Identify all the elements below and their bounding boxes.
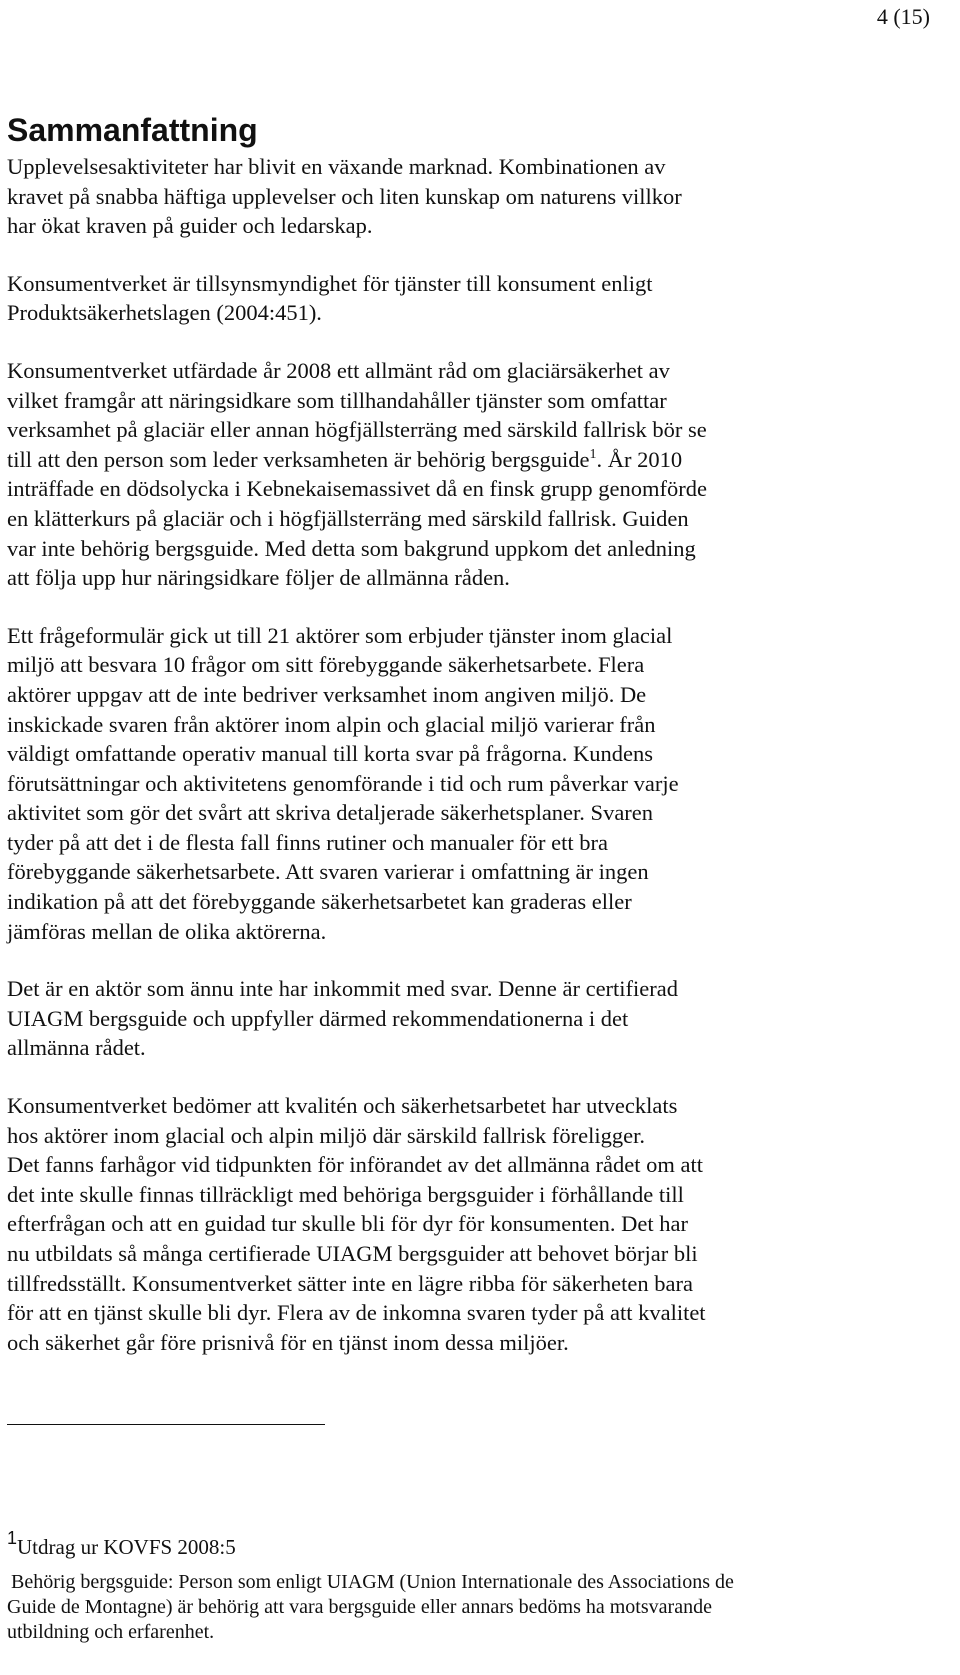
paragraph-5 xyxy=(7,974,937,1063)
footnote-line: Guide de Montagne) är behörig att vara bergsguide eller annars bedöms ha motsvarande xyxy=(7,1596,712,1618)
text-line: förebyggande säkerhetsarbete. Att svaren varierar i omfattning är ingen xyxy=(7,859,649,885)
footnote-separator xyxy=(7,1424,325,1425)
text-line: nu utbildats så många certifierade UIAGM bergsguider att behovet börjar bli xyxy=(7,1241,698,1266)
paragraph-4 xyxy=(7,621,937,947)
text-line: miljö att besvara 10 frågor om sitt förebyggande säkerhetsarbete. Flera xyxy=(7,652,645,678)
text-line: hos aktörer inom glacial och alpin miljö där särskild fallrisk föreligger. xyxy=(7,1122,645,1148)
text-line: Konsumentverket utfärdade år 2008 ett allmänt råd om glaciärsäkerhet av xyxy=(7,357,670,383)
text-fragment: . År 2010 xyxy=(596,446,683,472)
text-line: tyder på att det i de flesta fall finns rutiner och manualer för ett bra xyxy=(7,829,609,855)
text-line: efterfrågan och att en guidad tur skulle bli för dyr för konsumenten. Det har xyxy=(7,1211,689,1237)
text-line: Konsumentverket är tillsynsmyndighet för tjänster till konsument enligt xyxy=(7,270,653,296)
text-line: Produktsäkerhetslagen (2004:451). xyxy=(7,300,322,326)
text-line: inträffade en dödsolycka i Kebnekaisemassivet då en finsk grupp genomförde xyxy=(7,476,707,502)
text-line: UIAGM bergsguide och uppfyller därmed rekommendationerna i det xyxy=(7,1005,629,1031)
text-fragment: till att den person som leder verksamheten är behörig bergsguide xyxy=(7,446,590,472)
footnote-reference[interactable]: 1 xyxy=(589,446,597,462)
text-line: verksamhet på glaciär eller annan högfjällsterräng med särskild fallrisk bör se xyxy=(7,417,707,443)
text-line: för att en tjänst skulle bli dyr. Flera av de inkomna svaren tyder på att kvalitet xyxy=(7,1300,706,1326)
text-line-with-footnote xyxy=(7,445,937,475)
footnote-line: Behörig bergsguide: Person som enligt UIAGM (Union Internationale des Associations de xyxy=(11,1571,734,1593)
text-line: indikation på att det förebyggande säkerhetsarbetet kan graderas eller xyxy=(7,889,632,915)
text-line: att följa upp hur näringsidkare följer de allmänna råden. xyxy=(7,565,510,591)
text-line: en klätterkurs på glaciär och i högfjällsterräng med särskild fallrisk. Guiden xyxy=(7,505,689,531)
footnote-source-line xyxy=(7,1528,937,1560)
text-line: inskickade svaren från aktörer inom alpin och glacial miljö varierar från xyxy=(7,711,656,737)
footnote-marker: 1 xyxy=(7,1528,18,1548)
page-number: 4 (15) xyxy=(876,4,930,29)
footnote-definition xyxy=(7,1570,937,1645)
text-line: det inte skulle finnas tillräckligt med behöriga bergsguider i förhållande till xyxy=(7,1181,684,1207)
paragraph-2 xyxy=(7,269,937,328)
text-line: har ökat kraven på guider och ledarskap. xyxy=(7,213,373,239)
paragraph-1 xyxy=(7,152,937,241)
document-body xyxy=(7,108,937,1357)
text-line: jämföras mellan de olika aktörerna. xyxy=(7,918,327,944)
text-line: Det är en aktör som ännu inte har inkommit med svar. Denne är certifierad xyxy=(7,976,679,1002)
text-line: aktivitet som gör det svårt att skriva detaljerade säkerhetsplaner. Svaren xyxy=(7,800,654,826)
footnote-source: Utdrag ur KOVFS 2008:5 xyxy=(17,1535,236,1559)
text-line: tillfredsställt. Konsumentverket sätter inte en lägre ribba för säkerheten bara xyxy=(7,1270,693,1296)
text-line: Konsumentverket bedömer att kvalitén och säkerhetsarbetet har utvecklats xyxy=(7,1093,678,1119)
text-line: Det fanns farhågor vid tidpunkten för införandet av det allmänna rådet om att xyxy=(7,1152,704,1178)
text-line: väldigt omfattande operativ manual till korta svar på frågorna. Kundens xyxy=(7,741,654,767)
text-line: förutsättningar och aktivitetens genomförande i tid och rum påverkar varje xyxy=(7,770,679,796)
text-line: var inte behörig bergsguide. Med detta som bakgrund uppkom det anledning xyxy=(7,535,696,561)
footnote xyxy=(7,1528,937,1645)
text-line: vilket framgår att näringsidkare som tillhandahåller tjänster som omfattar xyxy=(7,387,667,413)
paragraph-3 xyxy=(7,356,937,593)
text-line: Upplevelsesaktiviteter har blivit en växande marknad. Kombinationen av xyxy=(7,154,666,179)
footnote-line: utbildning och erfarenhet. xyxy=(7,1621,215,1643)
text-line: allmänna rådet. xyxy=(7,1035,146,1061)
page-title: Sammanfattning xyxy=(7,112,258,148)
paragraph-6 xyxy=(7,1091,937,1357)
text-line: Ett frågeformulär gick ut till 21 aktörer som erbjuder tjänster inom glacial xyxy=(7,622,673,648)
text-line: aktörer uppgav att de inte bedriver verksamhet inom angiven miljö. De xyxy=(7,681,647,707)
text-line: kravet på snabba häftiga upplevelser och liten kunskap om naturens villkor xyxy=(7,183,682,209)
text-line: och säkerhet går före prisnivå för en tjänst inom dessa miljöer. xyxy=(7,1329,569,1355)
